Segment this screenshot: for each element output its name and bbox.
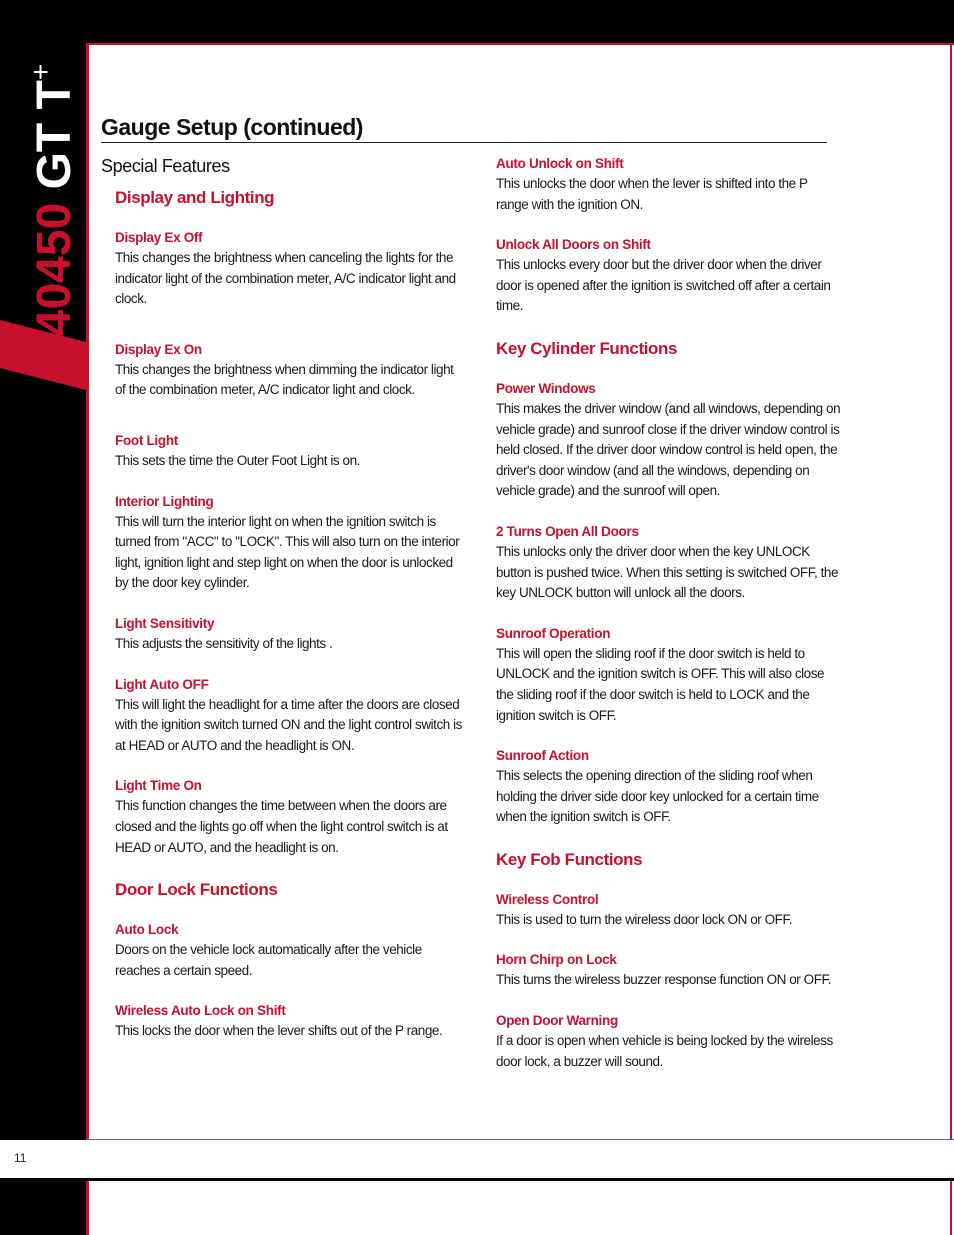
- feature-title: Open Door Warning: [496, 1013, 618, 1029]
- feature-description: This turns the wireless buzzer response function ON or OFF.: [496, 972, 832, 988]
- feature-item: [115, 492, 465, 594]
- model-title-vertical: [27, 64, 79, 337]
- feature-title: Display Ex Off: [115, 230, 203, 245]
- category-heading-door-lock: Door Lock Functions: [115, 880, 278, 900]
- feature-title: Light Auto OFF: [115, 676, 209, 692]
- feature-title: Unlock All Doors on Shift: [496, 237, 651, 253]
- feature-title: Foot Light: [115, 432, 178, 448]
- feature-description: This sets the time the Outer Foot Light is on.: [115, 452, 360, 468]
- feature-title: Auto Lock: [115, 922, 179, 938]
- section-subtitle: Special Features: [101, 156, 230, 176]
- right-red-rule: [950, 43, 952, 1140]
- feature-title: Light Sensitivity: [115, 615, 215, 631]
- feature-description: This changes the brightness when dimming the indicator light of the combination meter, A/C indicator light and clock.: [115, 361, 454, 398]
- feature-title: Light Time On: [115, 778, 202, 794]
- page-title: Gauge Setup (continued): [101, 112, 827, 143]
- feature-item: [496, 624, 841, 726]
- feature-description: This changes the brightness when canceling the lights for the indicator light of the combination meter, A/C indicator light and clock.: [115, 250, 456, 307]
- feature-item: [115, 614, 465, 655]
- model-number: 40450: [28, 202, 81, 337]
- feature-title: Display Ex On: [115, 341, 202, 357]
- feature-item: [115, 1001, 465, 1042]
- feature-description: This locks the door when the lever shifts out of the P range.: [115, 1023, 443, 1039]
- feature-title: Auto Unlock on Shift: [496, 156, 624, 171]
- feature-description: This will open the sliding roof if the door switch is held to UNLOCK and the ignition switch is OFF. This will also close the sliding roof if the door switch is held to LOCK and the ignition switch is OFF.: [496, 645, 825, 723]
- feature-item: [115, 431, 465, 472]
- feature-description: This selects the opening direction of the sliding roof when holding the driver side door key unlocked for a certain time when the ignition switch is OFF.: [496, 768, 819, 825]
- feature-item: [115, 340, 465, 401]
- feature-title: 2 Turns Open All Doors: [496, 523, 639, 539]
- feature-item: [496, 235, 841, 317]
- feature-description: This adjusts the sensitivity of the lights .: [115, 635, 333, 651]
- feature-item: [115, 920, 465, 981]
- feature-item: [115, 228, 465, 310]
- model-name: GT T: [28, 80, 81, 190]
- feature-title: Sunroof Operation: [496, 625, 611, 641]
- feature-description: This makes the driver window (and all windows, depending on vehicle grade) and sunroof close if the driver window control is held closed. If the driver door window control is held open, the driver's door window (and all the windows, depending on vehicle grade) and the sunroof will open.: [496, 400, 841, 499]
- feature-description: If a door is open when vehicle is being locked by the wireless door lock, a buzzer will sound.: [496, 1033, 833, 1069]
- feature-title: Wireless Control: [496, 891, 599, 907]
- feature-description: Doors on the vehicle lock automatically after the vehicle reaches a certain speed.: [115, 942, 422, 978]
- left-column: [115, 186, 465, 1042]
- top-black-band: [0, 0, 954, 43]
- bottom-sidebar-band: [0, 1181, 86, 1235]
- left-red-stripe: [86, 43, 89, 1140]
- feature-title: Interior Lighting: [115, 493, 214, 509]
- feature-description: This unlocks the door when the lever is shifted into the P range with the ignition ON.: [496, 176, 808, 212]
- right-column: [496, 154, 841, 1072]
- feature-item: [496, 746, 841, 828]
- feature-item: [496, 154, 841, 215]
- page-number: 11: [14, 1151, 27, 1165]
- model-suffix: +: [25, 63, 56, 81]
- feature-item: [115, 776, 465, 858]
- feature-description: This is used to turn the wireless door lock ON or OFF.: [496, 911, 793, 927]
- feature-description: This function changes the time between when the doors are closed and the lights go off when the light control switch is at HEAD or AUTO, and the headlight is on.: [115, 798, 448, 855]
- feature-title: Power Windows: [496, 380, 596, 396]
- category-heading-display-lighting: Display and Lighting: [115, 188, 275, 207]
- category-heading-key-cylinder: Key Cylinder Functions: [496, 338, 678, 358]
- footer-strip: [0, 1140, 954, 1178]
- bottom-black-rule: [0, 1178, 954, 1181]
- feature-item: [496, 890, 841, 931]
- bottom-red-stripe: [86, 1181, 89, 1235]
- feature-description: This unlocks only the driver door when the key UNLOCK button is pushed twice. When this setting is switched OFF, the key UNLOCK button will unlock all the doors.: [496, 543, 839, 601]
- feature-description: This will turn the interior light on when the ignition switch is turned from "ACC" to "LOCK". This will also turn on the interior light, ignition light and step light on when the door is unlocked by the door key cylinder.: [115, 513, 460, 591]
- feature-title: Horn Chirp on Lock: [496, 952, 617, 968]
- feature-description: This will light the headlight for a time after the doors are closed with the ignition switch turned ON and the light control switch is at HEAD or AUTO and the headlight is ON.: [115, 696, 462, 753]
- feature-title: Sunroof Action: [496, 748, 589, 764]
- category-heading-key-fob: Key Fob Functions: [496, 849, 643, 869]
- feature-title: Wireless Auto Lock on Shift: [115, 1003, 286, 1019]
- bottom-right-red-rule: [950, 1181, 952, 1235]
- feature-item: [496, 1011, 841, 1072]
- top-red-rule: [0, 43, 954, 45]
- feature-item: [496, 950, 841, 991]
- feature-item: [496, 379, 841, 502]
- feature-item: [496, 522, 841, 604]
- feature-description: This unlocks every door but the driver door when the driver door is opened after the ignition is switched off after a certain time.: [496, 257, 831, 314]
- feature-item: [115, 675, 465, 757]
